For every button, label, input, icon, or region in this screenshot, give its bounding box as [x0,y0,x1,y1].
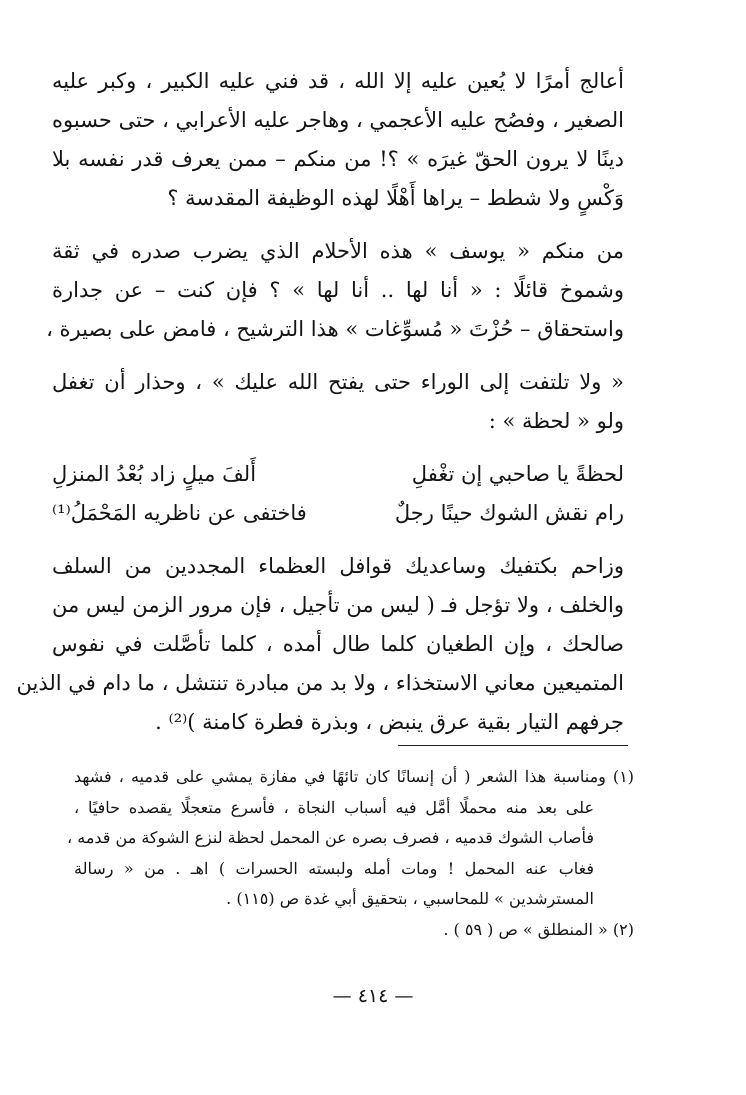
verse-second-hemistich: أَلفَ ميلٍ زاد بُعْدُ المنزلِ [52,462,257,486]
verse-second-hemistich: فاختفى عن ناظريه المَحْمَلُ⁽¹⁾ [52,501,307,525]
main-text [16,62,624,742]
text-line: واستحقاق – حُزْتَ « مُسوِّغات » هذا الترشيح ، فامض على بصيرة ، [46,317,624,341]
paragraph-gap [52,218,624,232]
text-line: صالحك ، وإن الطغيان كلما طال أمده ، كلما تأصَّلت في نفوس [52,632,624,656]
poem-verse [52,494,624,533]
poem-verse [52,455,624,494]
footnote-divider [398,745,628,746]
paragraph-2 [46,232,624,349]
text-line: والخلف ، ولا تؤجل فـ ( ليس من تأجيل ، فإن مرور الزمن ليس من [52,593,624,617]
text-line: وَكْسٍ ولا شطط – يراها أَهْلًا لهذه الوظيفة المقدسة ؟ [167,186,624,210]
footnote-line: المسترشدين » للمحاسبي ، بتحقيق أبي غدة ص (١١٥) . [226,889,594,908]
text-line: ولو « لحظة » : [488,409,624,433]
text-line: وزاحم بكتفيك وساعديك قوافل العظماء المجددين من السلف [52,554,624,578]
footnote-line: فغاب عنه المحمل ! ومات أمله ولبسته الحسرات ) اهـ . من « رسالة [74,858,594,878]
paragraph-gap [52,441,624,455]
paragraph-3 [52,363,624,441]
poem [52,455,624,533]
footnote-line: فأصاب الشوك قدميه ، فصرف بصره عن المحمل لحظة لنزع الشوكة من قدمه ، [66,828,594,847]
text-line: جرفهم التيار بقية عرق ينبض ، وبذرة فطرة كامنة )⁽²⁾ . [155,710,624,734]
text-line: من منكم « يوسف » هذه الأحلام الذي يضرب صدره في ثقة [52,239,624,263]
verse-first-hemistich: رام نقش الشوك حينًا رجلٌ [394,501,624,525]
text-line: أعالج أمرًا لا يُعين عليه إلا الله ، قد فني عليه الكبير ، وكبر عليه [52,69,624,93]
paragraph-gap [52,349,624,363]
paragraph-4 [16,547,624,742]
verse-first-hemistich: لحظةً يا صاحبي إن تغْفلِ [411,462,624,486]
footnote-line: (١) ومناسبة هذا الشعر ( أن إنسانًا كان تائهًا في مفازة يمشي على قدميه ، فشهد [74,767,634,786]
text-line: « ولا تلتفت إلى الوراء حتى يفتح الله عليك » ، وحذار أن تغفل [52,370,624,394]
text-line: دينًا لا يرون الحقّ غيرَه » ؟! من منكم – ممن يعرف قدر نفسه بلا [52,147,624,171]
footnote-line: على بعد منه محملًا أمَّل فيه أسباب النجاة ، فأسرع متعجلًا يقصده حافيًا ، [74,797,594,817]
paragraph-1 [52,62,624,218]
footnote-2: (٢) « المنطلق » ص ( ٥٩ ) . [443,919,634,939]
text-line: الصغير ، وفصُح عليه الأعجمي ، وهاجر عليه الأعرابي ، حتى حسبوه [52,108,624,132]
page-number: — ٤١٤ — [332,985,414,1007]
footnote-1 [66,762,634,915]
text-line: وشموخ قائلًا : « أنا لها .. أنا لها » ؟ فإن كنت – عن جدارة [52,278,624,302]
paragraph-gap [52,533,624,547]
text-line: المتميعين معاني الاستخذاء ، ولا بد من مبادرة تنتشل ، ما دام في الذين [16,671,624,695]
footnotes [66,762,634,945]
